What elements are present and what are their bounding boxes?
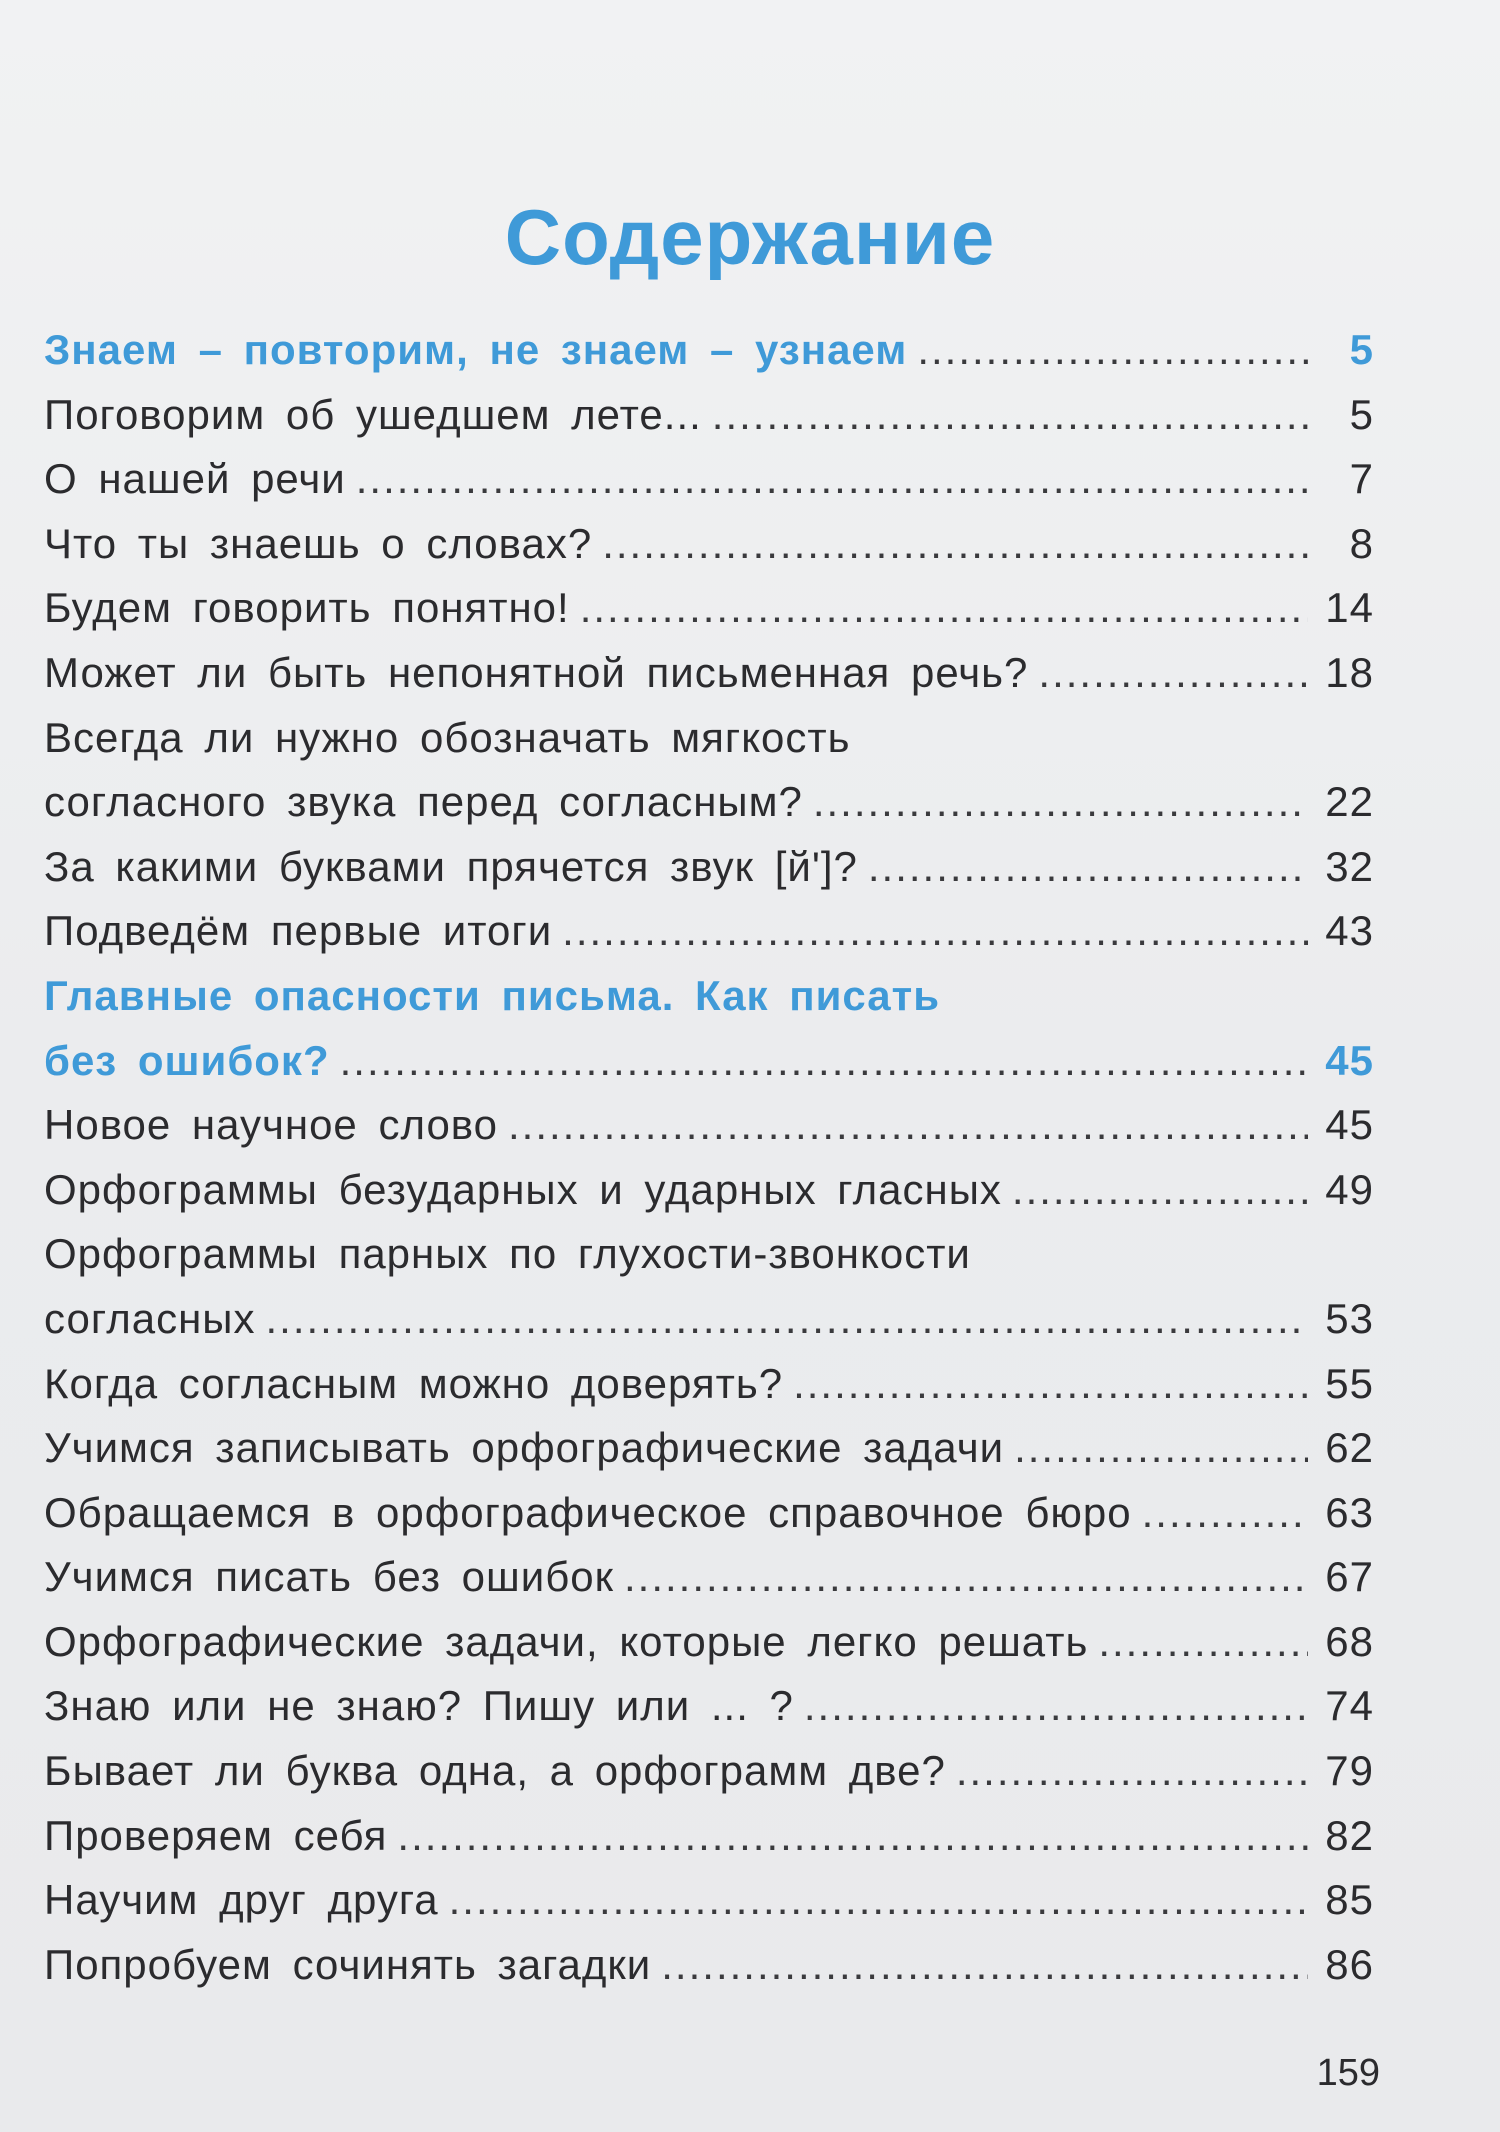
dot-leader — [1098, 1610, 1308, 1675]
toc-entry-title: О нашей речи — [44, 455, 346, 503]
toc-entry — [44, 1674, 1374, 1739]
dot-leader — [661, 1933, 1308, 1998]
dot-leader — [917, 318, 1308, 383]
toc-page-number: 7 — [1349, 455, 1374, 503]
toc-entry-title: Орфографические задачи, которые легко решать — [44, 1617, 1089, 1665]
toc-entry-title: Обращаемся в орфографическое справочное бюро — [44, 1488, 1132, 1536]
toc-section-title: Главные опасности письма. Как писать — [44, 971, 941, 1019]
dot-leader — [562, 899, 1308, 964]
toc-entry-title: Учимся записывать орфографические задачи — [44, 1424, 1005, 1472]
toc-entry-title: Научим друг друга — [44, 1876, 439, 1924]
toc-page-number: 22 — [1325, 778, 1374, 826]
toc-entry-title: Попробуем сочинять загадки — [44, 1940, 652, 1988]
toc-entry — [44, 1933, 1374, 1998]
table-of-contents — [44, 318, 1374, 1997]
dot-leader — [580, 576, 1308, 641]
toc-entry-title: Новое научное слово — [44, 1101, 498, 1149]
toc-page-number: 5 — [1349, 390, 1374, 438]
toc-entry — [44, 383, 1374, 448]
toc-page-number: 85 — [1325, 1876, 1374, 1924]
toc-section-title: Знаем – повторим, не знаем – узнаем — [44, 326, 908, 373]
toc-entry-title: Учимся писать без ошибок — [44, 1553, 614, 1601]
toc-entry-title: Орфограммы парных по глухости-звонкости — [44, 1230, 971, 1278]
dot-leader — [804, 1674, 1308, 1739]
toc-page-number: 53 — [1325, 1294, 1374, 1342]
toc-page-number: 55 — [1325, 1359, 1374, 1407]
dot-leader — [1012, 1158, 1308, 1223]
toc-page-number: 79 — [1325, 1747, 1374, 1795]
toc-entry — [44, 835, 1374, 900]
toc-entry — [44, 1481, 1374, 1546]
toc-page-number: 63 — [1325, 1488, 1374, 1536]
toc-entry-title: Орфограммы безударных и ударных гласных — [44, 1165, 1002, 1213]
toc-page-number: 5 — [1349, 326, 1374, 373]
toc-entry-title: согласного звука перед согласным? — [44, 778, 803, 826]
toc-entry — [44, 1093, 1374, 1158]
toc-entry-title: Бывает ли буква одна, а орфограмм две? — [44, 1747, 946, 1795]
toc-entry — [44, 1352, 1374, 1417]
toc-entry — [44, 1029, 1374, 1094]
toc-page-number: 45 — [1325, 1036, 1374, 1084]
toc-entry — [44, 641, 1374, 706]
toc-entry — [44, 1287, 1374, 1352]
dot-leader — [449, 1868, 1308, 1933]
toc-entry-title: Поговорим об ушедшем лете... — [44, 390, 702, 438]
toc-entry-title: согласных — [44, 1294, 256, 1342]
toc-page-number: 18 — [1325, 648, 1374, 696]
toc-entry-title: За какими буквами прячется звук [й']? — [44, 842, 858, 890]
toc-entry — [44, 964, 1374, 1029]
toc-page-number: 68 — [1325, 1617, 1374, 1665]
dot-leader — [868, 835, 1308, 900]
toc-entry-title: Всегда ли нужно обозначать мягкость — [44, 713, 851, 761]
toc-entry — [44, 1158, 1374, 1223]
toc-entry — [44, 899, 1374, 964]
dot-leader — [956, 1739, 1308, 1804]
dot-leader — [793, 1352, 1308, 1417]
toc-entry — [44, 1222, 1374, 1287]
toc-page-number: 86 — [1325, 1940, 1374, 1988]
dot-leader — [813, 770, 1308, 835]
toc-entry-title: Может ли быть непонятной письменная речь? — [44, 648, 1029, 696]
toc-entry — [44, 447, 1374, 512]
dot-leader — [1014, 1416, 1308, 1481]
dot-leader — [1038, 641, 1308, 706]
toc-page-number: 74 — [1325, 1682, 1374, 1730]
dot-leader — [1142, 1481, 1308, 1546]
toc-entry-title: Что ты знаешь о словах? — [44, 519, 593, 567]
toc-entry-title: Подведём первые итоги — [44, 907, 553, 955]
toc-entry — [44, 706, 1374, 771]
toc-entry-title: Знаю или не знаю? Пишу или ... ? — [44, 1682, 794, 1730]
toc-entry-title: Проверяем себя — [44, 1811, 388, 1859]
dot-leader — [602, 512, 1308, 577]
toc-page-number: 14 — [1325, 584, 1374, 632]
dot-leader — [340, 1029, 1308, 1094]
dot-leader — [265, 1287, 1308, 1352]
dot-leader — [356, 447, 1308, 512]
dot-leader — [397, 1804, 1308, 1869]
toc-entry-title: Когда согласным можно доверять? — [44, 1359, 784, 1407]
toc-page-number: 49 — [1325, 1165, 1374, 1213]
toc-section-title: без ошибок? — [44, 1036, 330, 1084]
toc-entry — [44, 318, 1374, 383]
toc-page-number: 67 — [1325, 1553, 1374, 1601]
toc-page-number: 43 — [1325, 907, 1374, 955]
toc-page-number: 45 — [1325, 1101, 1374, 1149]
toc-page-number: 32 — [1325, 842, 1374, 890]
toc-entry — [44, 1804, 1374, 1869]
dot-leader — [624, 1545, 1308, 1610]
toc-entry — [44, 770, 1374, 835]
toc-page-number: 82 — [1325, 1811, 1374, 1859]
toc-page-number: 62 — [1325, 1424, 1374, 1472]
dot-leader — [508, 1093, 1308, 1158]
toc-entry — [44, 1739, 1374, 1804]
toc-entry — [44, 1610, 1374, 1675]
page-number: 159 — [1316, 2052, 1380, 2094]
toc-entry — [44, 576, 1374, 641]
toc-entry — [44, 1545, 1374, 1610]
toc-entry-title: Будем говорить понятно! — [44, 584, 570, 632]
toc-page-number: 8 — [1349, 519, 1374, 567]
dot-leader — [712, 383, 1308, 448]
toc-entry — [44, 512, 1374, 577]
page-title: Содержание — [504, 193, 996, 281]
toc-entry — [44, 1416, 1374, 1481]
toc-entry — [44, 1868, 1374, 1933]
